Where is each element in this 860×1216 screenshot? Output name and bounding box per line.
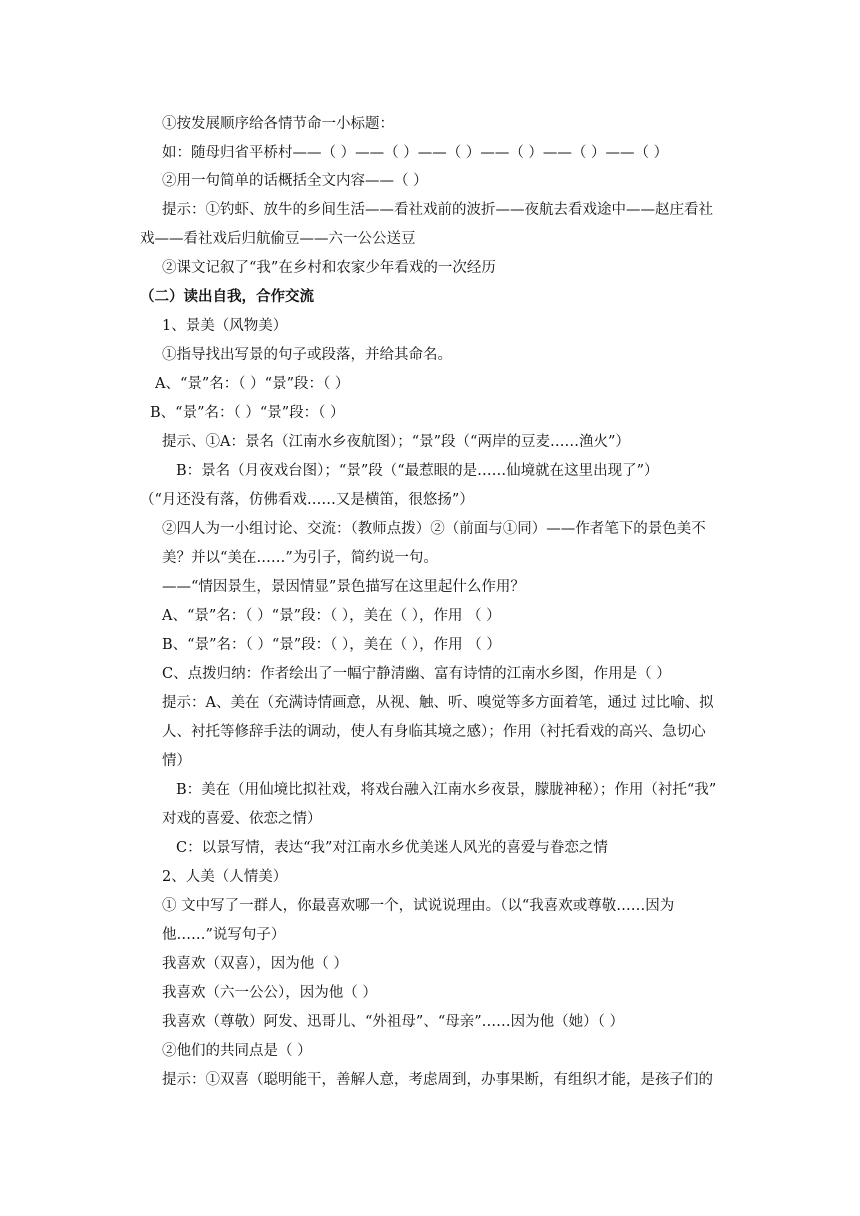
people-task-line1: ① 文中写了一群人，你最喜欢哪一个，试说说理由。（以“我喜欢或尊敬……因为 xyxy=(162,898,675,914)
plot-blank-sequence: 如：随母归省平桥村——（ ）——（ ）——（ ）——（ ）——（ ）——（ ） xyxy=(162,145,669,161)
hint-function-b-line1: B：美在（用仙境比拟社戏，将戏台融入江南水乡夜景，朦胧神秘）；作用（衬托“我” xyxy=(176,782,717,798)
hint-plot-line2: 戏——看社戏后归航偷豆——六一公公送豆 xyxy=(140,231,416,247)
hint-plot-line1: 提示：①钓虾、放牛的乡间生活——看社戏前的波折——夜航去看戏途中——赵庄看社 xyxy=(162,202,713,218)
scenery-blank-a: A、“景”名：（ ）“景”段：（ ） xyxy=(155,376,350,392)
common-point-task: ②他们的共同点是（ ） xyxy=(162,1043,312,1059)
hint-function-b-line2: 对戏的喜爱、依恋之情） xyxy=(162,811,322,827)
scenery-blank-b: B、“景”名：（ ）“景”段：（ ） xyxy=(150,405,345,421)
section-heading-2: （二）读出自我，合作交流 xyxy=(140,289,314,305)
subsection-people: 2、人美（人情美） xyxy=(162,869,288,885)
hint-scenery-a: 提示、①A：景名（江南水乡夜航图）；“景”段（“两岸的豆麦……渔火”） xyxy=(162,434,630,450)
scenery-task: ①指导找出写景的句子或段落，并给其命名。 xyxy=(162,347,452,363)
hint-scenery-b-cont: （“月还没有落，仿佛看戏……又是横笛，很悠扬”） xyxy=(140,492,474,508)
discussion-task-line2: 美？并以“美在……”为引子，简约说一句。 xyxy=(162,550,438,566)
like-shuangxi: 我喜欢（双喜），因为他（ ） xyxy=(162,956,348,972)
subsection-scenery: 1、景美（风物美） xyxy=(162,318,288,334)
hint-shuangxi: 提示：①双喜（聪明能干，善解人意，考虑周到，办事果断，有组织才能，是孩子们的 xyxy=(162,1072,713,1088)
scenery-function-question: ——“情因景生，景因情显”景色描写在这里起什么作用？ xyxy=(162,579,525,595)
hint-scenery-b: B：景名（月夜戏台图）；“景”段（“最惹眼的是……仙境就在这里出现了”） xyxy=(176,463,659,479)
like-others: 我喜欢（尊敬）阿发、迅哥儿、“外祖母”、“母亲”……因为他（她）（ ） xyxy=(162,1014,625,1030)
function-blank-a: A、“景”名：（ ）“景”段：（ ），美在（ ），作用 （ ） xyxy=(162,608,501,624)
hint-function-a-line3: 情） xyxy=(162,753,191,769)
summary-task: ②用一句简单的话概括全文内容——（ ） xyxy=(162,173,428,189)
function-blank-b: B、“景”名：（ ）“景”段：（ ），美在（ ），作用 （ ） xyxy=(162,637,501,653)
like-liuyi-gonggong: 我喜欢（六一公公），因为他（ ） xyxy=(162,985,377,1001)
hint-summary: ②课文记叙了“我”在乡村和农家少年看戏的一次经历 xyxy=(162,260,496,276)
discussion-task-line1: ②四人为一小组讨论、交流：（教师点拨）②（前面与①同）——作者笔下的景色美不 xyxy=(162,521,706,537)
people-task-line2: 他……”说写句子） xyxy=(162,927,286,943)
function-summary-c: C、点拨归纳：作者绘出了一幅宁静清幽、富有诗情的江南水乡图，作用是（ ） xyxy=(162,666,671,682)
hint-function-a-line1: 提示：A、美在（充满诗情画意，从视、触、听、嗅觉等多方面着笔，通过 过比喻、拟 xyxy=(162,695,714,711)
instruction-subtitle-task: ①按发展顺序给各情节命一小标题： xyxy=(162,116,394,132)
hint-function-a-line2: 人、衬托等修辞手法的调动，使人有身临其境之感）；作用（衬托看戏的高兴、急切心 xyxy=(162,724,706,740)
hint-function-c: C：以景写情，表达“我”对江南水乡优美迷人风光的喜爱与眷恋之情 xyxy=(176,840,608,856)
